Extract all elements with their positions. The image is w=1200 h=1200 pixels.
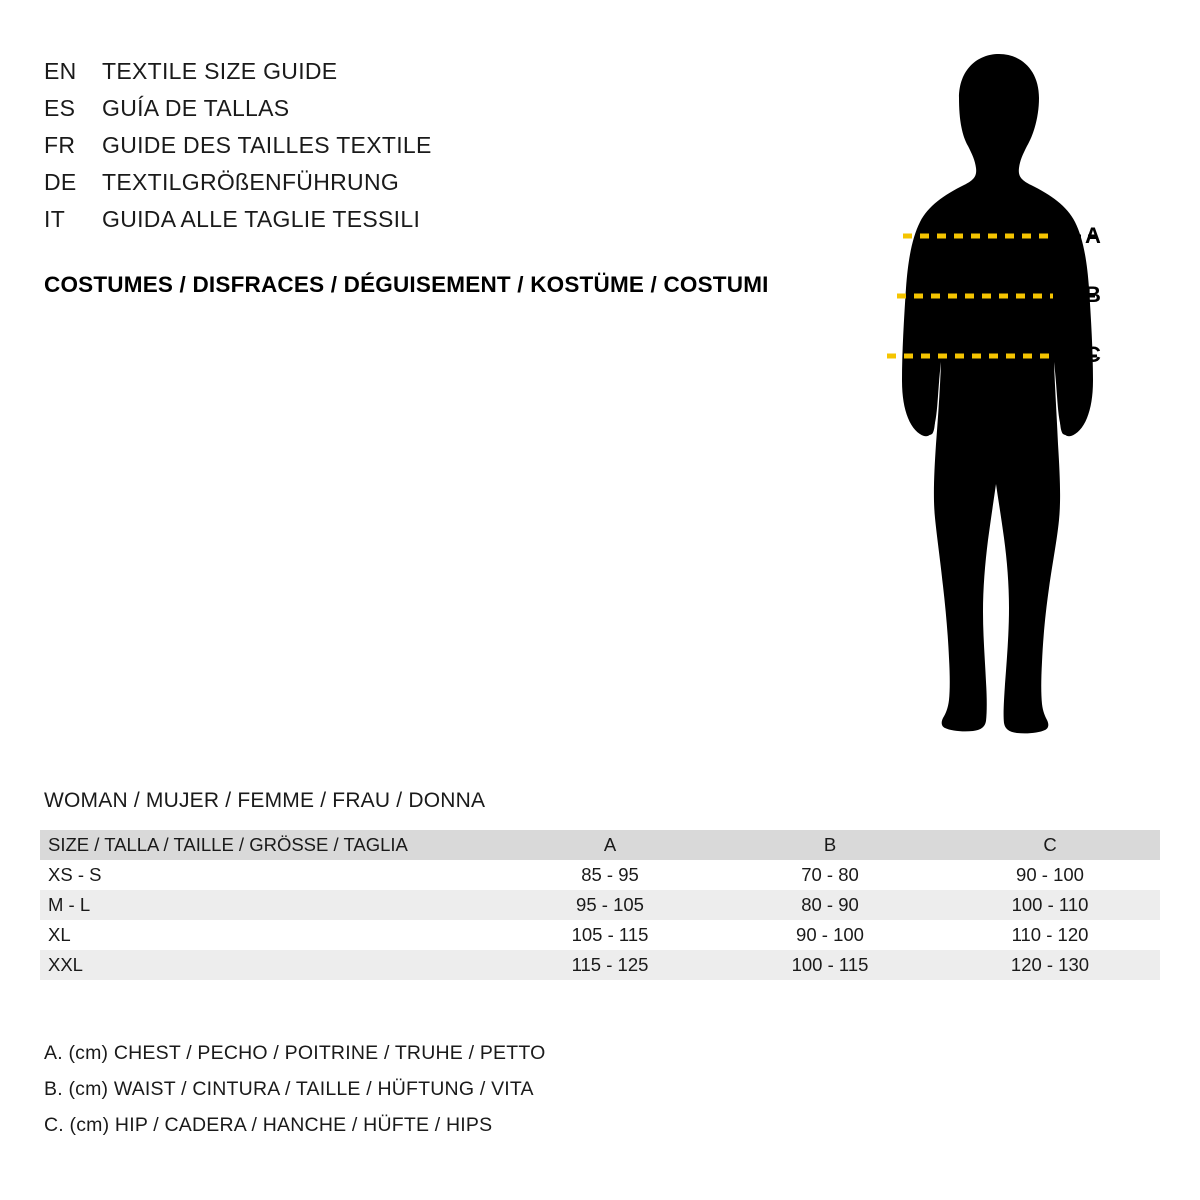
table-row [40,890,1160,920]
cell-a: 85 - 95 [581,864,639,885]
language-row-es [44,95,864,132]
table-header-a: A [603,834,617,855]
cell-size: XXL [48,954,83,975]
legend-block [44,1035,844,1143]
language-code-es: ES [44,95,76,121]
table-row [40,950,1160,980]
cell-a: 115 - 125 [571,954,649,975]
language-row-fr [44,132,864,169]
cell-size: XS - S [48,864,102,885]
language-text-es: GUÍA DE TALLAS [102,95,290,121]
cell-c: 100 - 110 [1011,894,1089,915]
table-row [40,860,1160,890]
table-section-title: WOMAN / MUJER / FEMME / FRAU / DONNA [44,789,486,812]
language-text-en: TEXTILE SIZE GUIDE [102,58,338,84]
language-row-de [44,169,864,206]
marker-label-a: A [1085,223,1101,248]
cell-c: 90 - 100 [1016,864,1084,885]
language-code-en: EN [44,58,77,84]
size-table [40,830,1160,980]
size-table-body [40,860,1160,980]
cell-c: 120 - 130 [1010,954,1090,975]
legend-row-c: C. (cm) HIP / CADERA / HANCHE / HÜFTE / HIPS [44,1114,493,1136]
cell-size: M - L [48,894,91,915]
size-table-header [40,830,1160,860]
marker-label-b: B [1085,282,1101,307]
cell-b: 80 - 90 [801,894,859,915]
language-code-fr: FR [44,132,76,158]
cell-a: 105 - 115 [571,924,649,945]
legend-row-a: A. (cm) CHEST / PECHO / POITRINE / TRUHE / PETTO [44,1042,546,1064]
table-row [40,920,1160,950]
category-title: COSTUMES / DISFRACES / DÉGUISEMENT / KOSTÜME / COSTUMI [44,272,769,297]
table-header-row [40,830,1160,860]
cell-c: 110 - 120 [1011,924,1089,945]
table-header-b: B [823,834,837,855]
marker-label-c: C [1085,342,1101,367]
cell-a: 95 - 105 [576,894,644,915]
language-text-de: TEXTILGRÖßENFÜHRUNG [102,169,400,195]
language-text-it: GUIDA ALLE TAGLIE TESSILI [102,206,421,232]
table-header-size: SIZE / TALLA / TAILLE / GRÖSSE / TAGLIA [48,834,408,855]
language-header-block [44,58,864,243]
female-silhouette-figure [855,40,1155,740]
table-header-c: C [1043,834,1057,855]
cell-size: XL [48,924,71,945]
cell-b: 100 - 115 [791,954,869,975]
language-code-it: IT [44,206,66,232]
cell-b: 70 - 80 [801,864,859,885]
language-row-it [44,206,864,243]
language-row-en [44,58,864,95]
legend-row-b: B. (cm) WAIST / CINTURA / TAILLE / HÜFTUNG / VITA [44,1078,534,1100]
language-code-de: DE [44,169,77,195]
language-text-fr: GUIDE DES TAILLES TEXTILE [102,132,432,158]
cell-b: 90 - 100 [796,924,864,945]
